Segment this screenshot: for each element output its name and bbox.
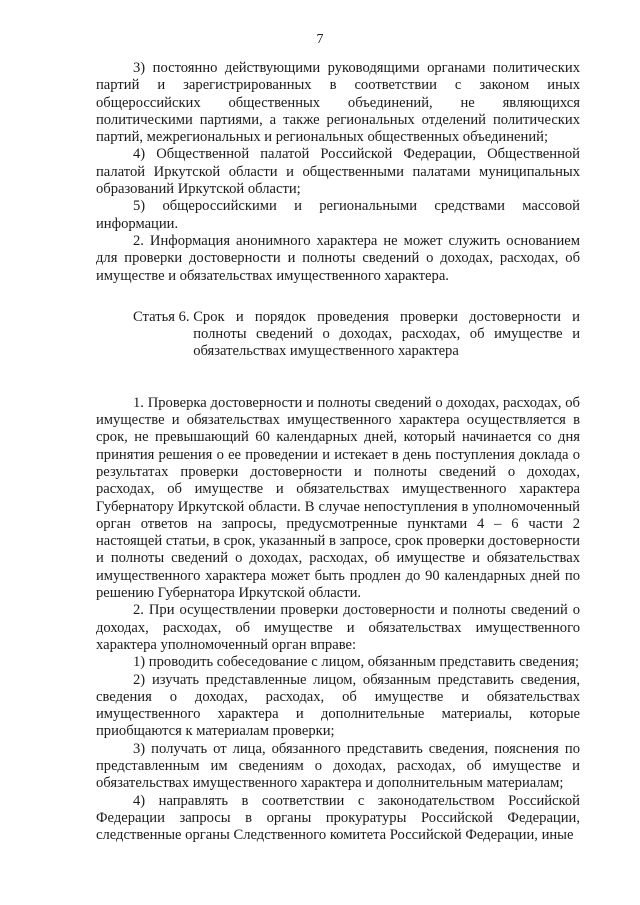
paragraph: 3) постоянно действующими руководящими органами политических партий и зарегистрированных в соответствии с законом иных общероссийских общественных объединений, не являющихся политическими партиями, а также региональных отделений политических партий, межрегиональных и региональных общественных объединений; bbox=[96, 60, 580, 146]
paragraph: 1) проводить собеседование с лицом, обязанным представить сведения; bbox=[133, 654, 579, 671]
paragraph: 4) Общественной палатой Российской Федерации, Общественной палатой Иркутской области и общественными палатами муниципальных образований Иркутской области; bbox=[96, 146, 580, 198]
article-heading bbox=[96, 309, 580, 361]
article-label: Статья 6. bbox=[133, 308, 190, 325]
paragraph: 5) общероссийскими и региональными средствами массовой информации. bbox=[96, 198, 580, 232]
paragraph: 2) изучать представленные лицом, обязанным представить сведения, сведения о доходах, расходах, об имуществе и обязательствах имущественного характера и дополнительные материалы, которые приобщаются к материалам проверки; bbox=[96, 671, 580, 740]
document-body bbox=[96, 60, 580, 844]
page-number: 7 bbox=[316, 32, 324, 47]
paragraph: 3) получать от лица, обязанного представить сведения, пояснения по представленным им сведениям о доходах, расходах, об имуществе и обязательствах имущественного характера и дополнительным материалам; bbox=[96, 740, 580, 792]
paragraph: 2. Информация анонимного характера не может служить основанием для проверки достоверности и полноты сведений о доходах, расходах, об имуществе и обязательствах имущественного характера. bbox=[96, 232, 580, 284]
article-title: Срок и порядок проведения проверки достоверности и полноты сведений о доходах, расходах, об имуществе и обязательствах имущественного характера bbox=[193, 308, 580, 360]
paragraph: 4) направлять в соответствии с законодательством Российской Федерации запросы в органы прокуратуры Российской Федерации, следственные органы Следственного комитета Российской Федерации, иные bbox=[96, 792, 580, 844]
paragraph: 1. Проверка достоверности и полноты сведений о доходах, расходах, об имуществе и обязательствах имущественного характера осуществляется в срок, не превышающий 60 календарных дней, который начинается со дня принятия решения о ее проведении и истекает в день поступления доклада о результатах проверки достоверности и полноты сведений о доходах, расходах, об имуществе и обязательствах имущественного характера Губернатору Иркутской области. В случае непоступления в уполномоченный орган ответов на запросы, предусмотренные пунктами 4 – 6 части 2 настоящей статьи, в срок, указанный в запросе, срок проверки достоверности и полноты сведений о доходах, расходах, об имуществе и обязательствах имущественного характера может быть продлен до 90 календарных дней по решению Губернатора Иркутской области. bbox=[96, 394, 580, 602]
paragraph: 2. При осуществлении проверки достоверности и полноты сведений о доходах, расходах, об имуществе и обязательствах имущественного характера уполномоченный орган вправе: bbox=[96, 602, 580, 653]
